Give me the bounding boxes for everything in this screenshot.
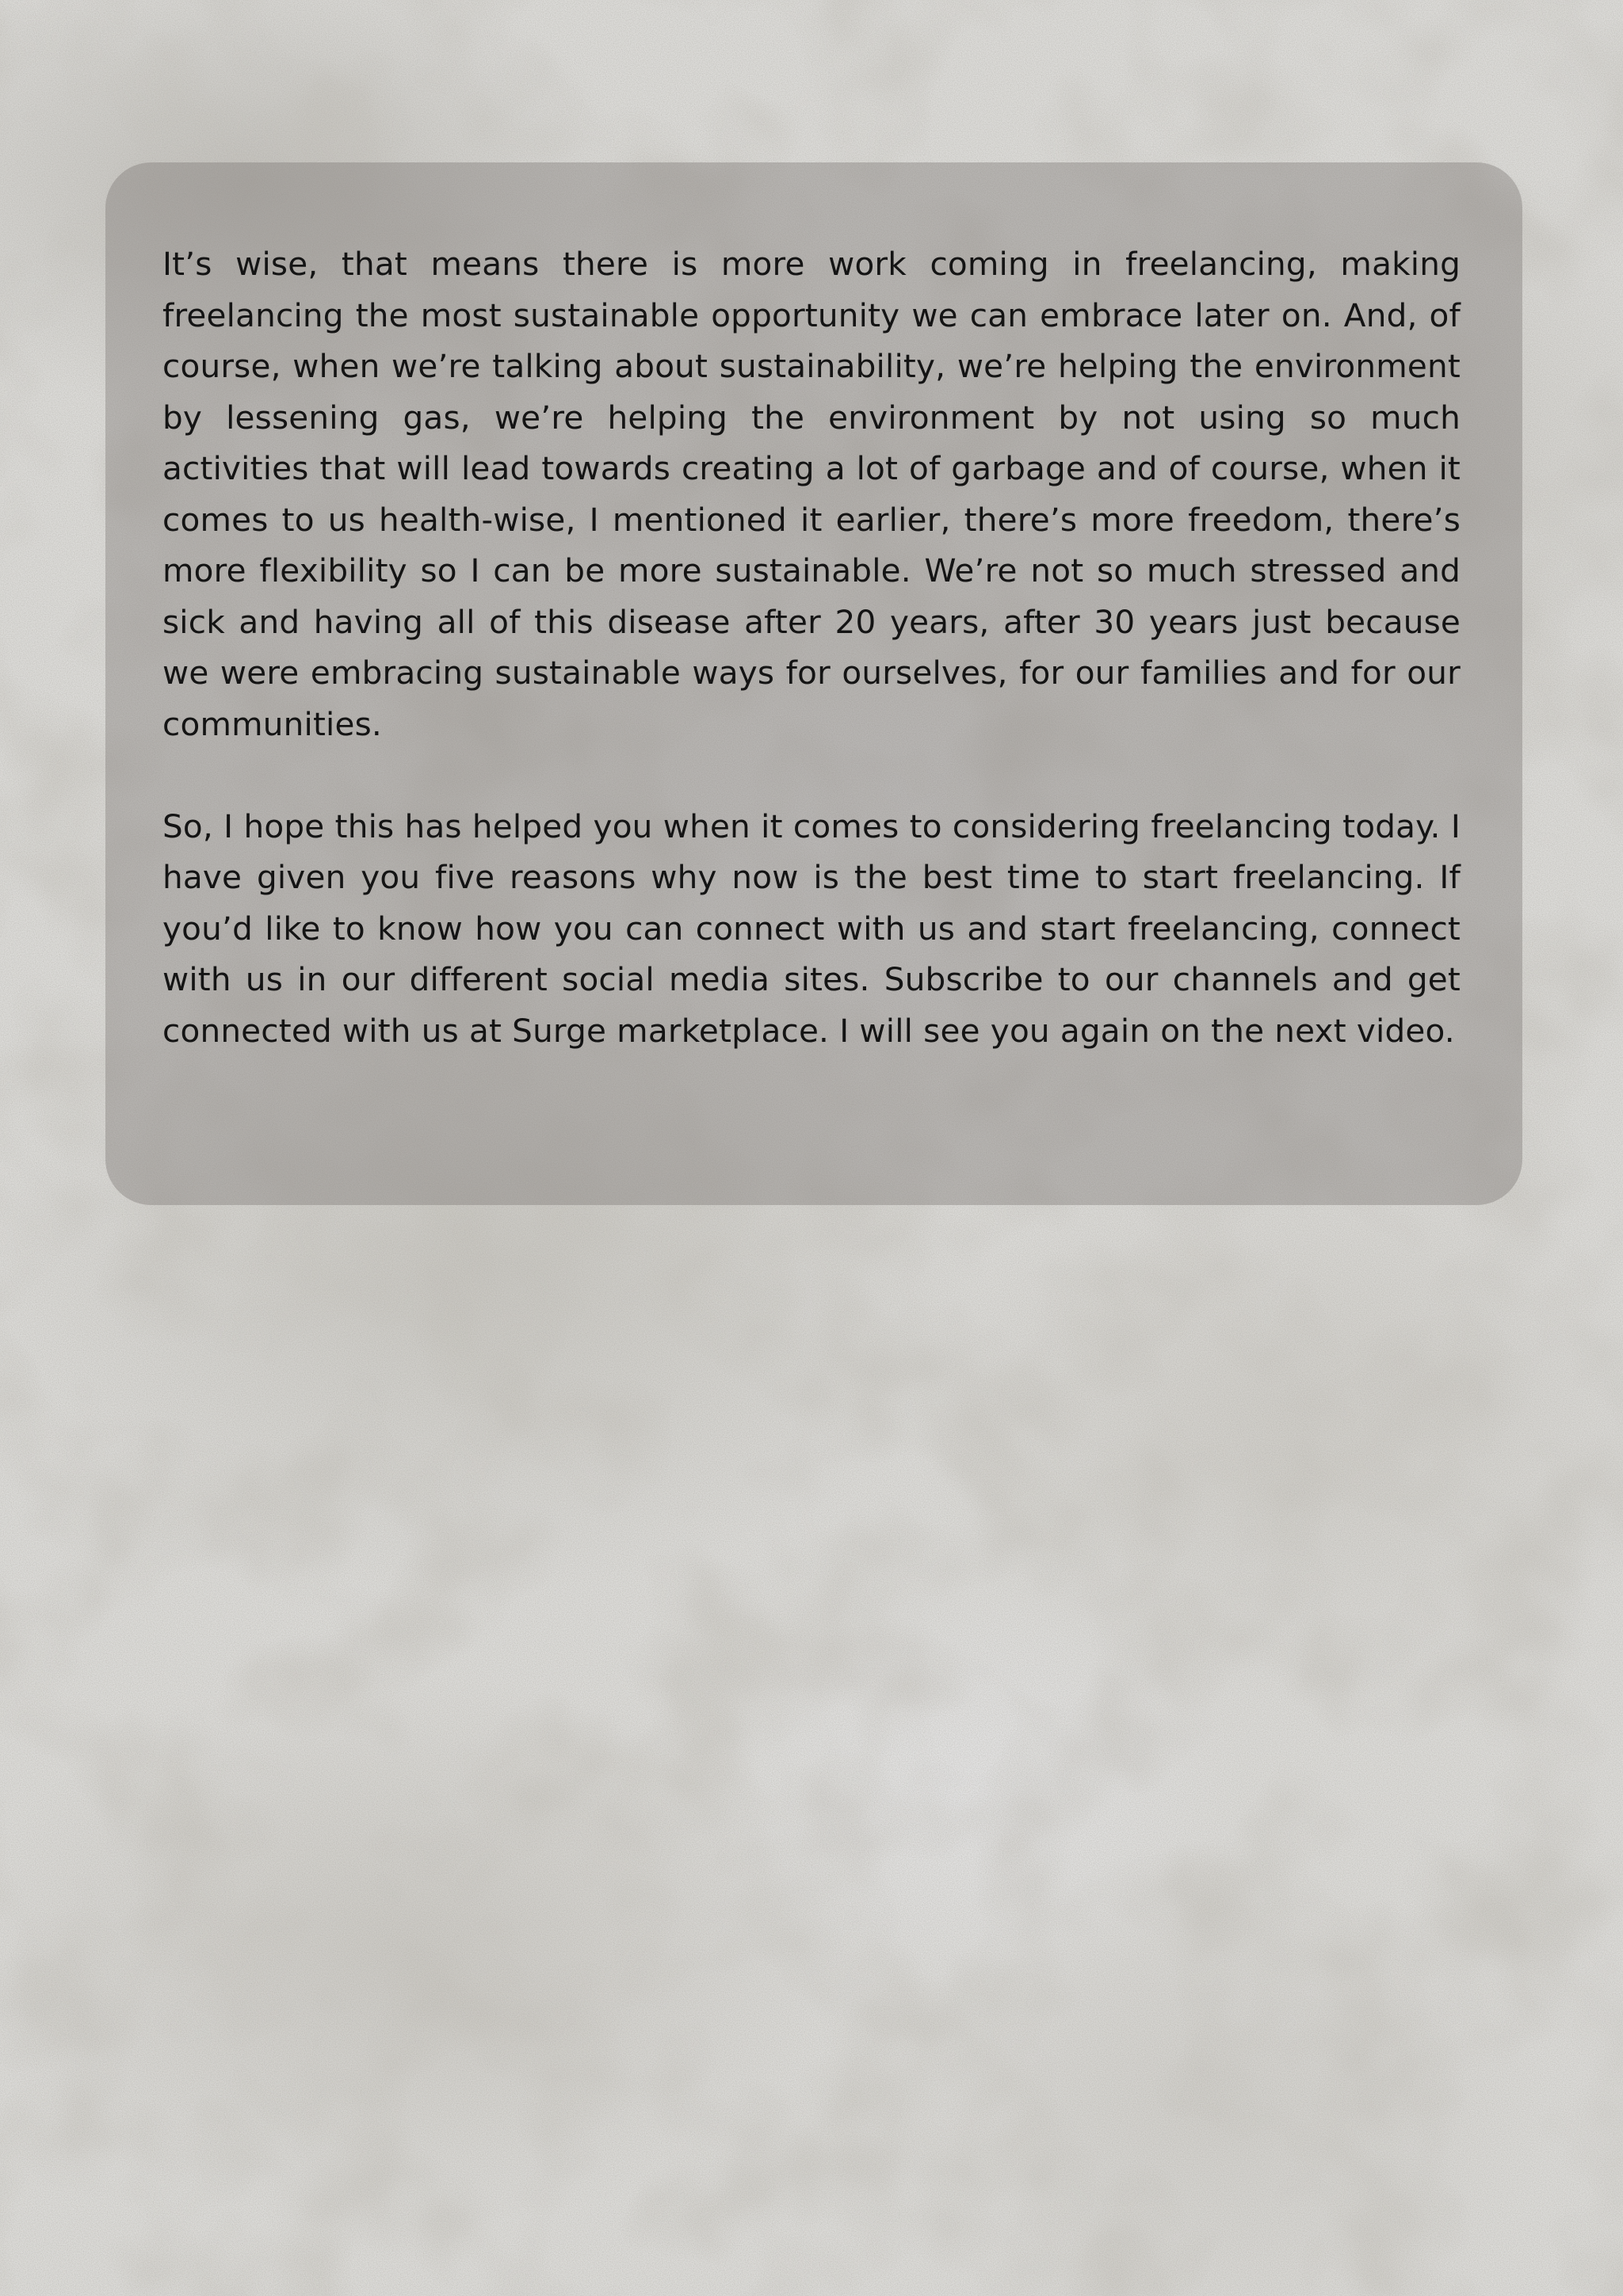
- paragraph-sustainability: It’s wise, that means there is more work coming in freelancing, making freelancing the most sustainable opportunity we can embrace later on. And, of course, when we’re talking about sustainability, we’re helping the environment by lessening gas, we’re helping the environment by not using so much activities that will lead towards creating a lot of garbage and of course, when it comes to us health-wise, I mentioned it earlier, there’s more freedom, there’s more flexibility so I can be more sustainable. We’re not so much stressed and sick and having all of this disease after 20 years, after 30 years just because we were embracing sustainable ways for ourselves, for our families and for our communities.: [162, 245, 1461, 743]
- paragraph-closing: So, I hope this has helped you when it comes to considering freelancing today. I have given you five reasons why now is the best time to start freelancing. If you’d like to know how you can connect with us and start freelancing, connect with us in our different social media sites. Subscribe to our channels and get connected with us at Surge marketplace. I will see you again on the next video.: [162, 807, 1461, 1050]
- text-card: [105, 162, 1522, 1205]
